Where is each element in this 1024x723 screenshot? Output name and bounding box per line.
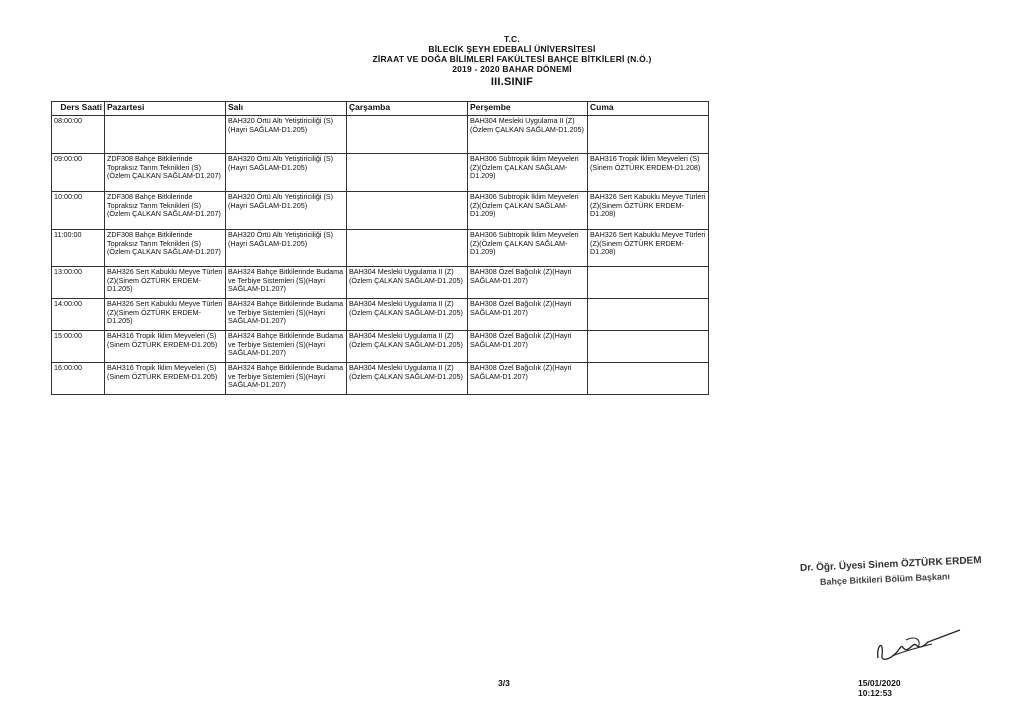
time-cell: 10:00:00 (52, 192, 105, 230)
course-cell (588, 267, 709, 299)
course-cell: BAH326 Sert Kabuklu Meyve Türleri (Z)(Sinem ÖZTÜRK ERDEM-D1.205) (105, 299, 226, 331)
print-date: 15/01/2020 (858, 678, 901, 688)
course-cell: BAH324 Bahçe Bitkilerinde Budama ve Terbiye Sistemleri (S)(Hayri SAĞLAM-D1.207) (226, 299, 347, 331)
header-term: 2019 - 2020 BAHAR DÖNEMİ (452, 64, 572, 74)
course-cell: BAH308 Özel Bağcılık (Z)(Hayri SAĞLAM-D1.207) (468, 331, 588, 363)
time-cell: 09:00:00 (52, 154, 105, 192)
document-header (0, 34, 1024, 89)
schedule-table (51, 101, 709, 395)
course-cell: BAH306 Subtropik İklim Meyveleri (Z)(Özlem ÇALKAN SAĞLAM-D1.209) (468, 192, 588, 230)
header-cell-monday: Pazartesi (105, 102, 226, 116)
course-cell (347, 116, 468, 154)
header-university: BİLECİK ŞEYH EDEBALİ ÜNİVERSİTESİ (428, 44, 596, 54)
table-header-row (52, 102, 709, 116)
header-faculty: ZİRAAT VE DOĞA BİLİMLERİ FAKÜLTESİ BAHÇE BİTKİLERİ (N.Ö.) (372, 54, 652, 64)
page-number: 3/3 (498, 678, 510, 688)
course-cell (588, 299, 709, 331)
time-cell: 11:00:00 (52, 230, 105, 267)
course-cell (588, 363, 709, 395)
course-cell: ZDF308 Bahçe Bitkilerinde Topraksız Tarım Teknikleri (S)(Özlem ÇALKAN SAĞLAM-D1.207) (105, 192, 226, 230)
time-cell: 15:00:00 (52, 331, 105, 363)
course-cell: BAH326 Sert Kabuklu Meyve Türleri (Z)(Sinem ÖZTÜRK ERDEM-D1.208) (588, 192, 709, 230)
course-cell: BAH304 Mesleki Uygulama II (Z)(Özlem ÇALKAN SAĞLAM-D1.205) (347, 363, 468, 395)
course-cell (588, 331, 709, 363)
header-cell-time: Ders Saati (52, 102, 105, 116)
print-timestamp (858, 678, 901, 698)
header-cell-friday: Cuma (588, 102, 709, 116)
signatory-name: Dr. Öğr. Üyesi Sinem ÖZTÜRK ERDEM (799, 555, 982, 574)
header-line-tc: T.C. (504, 34, 520, 44)
table-row (52, 363, 709, 395)
course-cell: BAH320 Örtü Altı Yetiştiriciliği (S)(Hayri SAĞLAM-D1.205) (226, 230, 347, 267)
course-cell: BAH304 Mesleki Uygulama II (Z)(Özlem ÇALKAN SAĞLAM-D1.205) (347, 331, 468, 363)
course-cell: BAH320 Örtü Altı Yetiştiriciliği (S)(Hayri SAĞLAM-D1.205) (226, 154, 347, 192)
course-cell: BAH306 Subtropik İklim Meyveleri (Z)(Özlem ÇALKAN SAĞLAM-D1.209) (468, 154, 588, 192)
header-cell-thursday: Perşembe (468, 102, 588, 116)
table-row (52, 154, 709, 192)
signatory-block (799, 555, 1010, 587)
course-cell: BAH308 Özel Bağcılık (Z)(Hayri SAĞLAM-D1.207) (468, 363, 588, 395)
time-cell: 08:00:00 (52, 116, 105, 154)
handwritten-signature (872, 626, 967, 666)
course-cell: BAH308 Özel Bağcılık (Z)(Hayri SAĞLAM-D1.207) (468, 299, 588, 331)
course-cell (347, 230, 468, 267)
course-cell: BAH320 Örtü Altı Yetiştiriciliği (S)(Hayri SAĞLAM-D1.205) (226, 192, 347, 230)
table-row (52, 230, 709, 267)
course-cell: BAH324 Bahçe Bitkilerinde Budama ve Terbiye Sistemleri (S)(Hayri SAĞLAM-D1.207) (226, 331, 347, 363)
course-cell: BAH326 Sert Kabuklu Meyve Türleri (Z)(Sinem ÖZTÜRK ERDEM-D1.205) (105, 267, 226, 299)
course-cell: BAH326 Sert Kabuklu Meyve Türleri (Z)(Sinem ÖZTÜRK ERDEM-D1.208) (588, 230, 709, 267)
header-cell-tuesday: Salı (226, 102, 347, 116)
table-row (52, 192, 709, 230)
header-cell-wednesday: Çarşamba (347, 102, 468, 116)
time-cell: 13:00:00 (52, 267, 105, 299)
table-row (52, 331, 709, 363)
table-row (52, 116, 709, 154)
course-cell (347, 192, 468, 230)
course-cell: BAH304 Mesleki Uygulama II (Z)(Özlem ÇALKAN SAĞLAM-D1.205) (347, 267, 468, 299)
course-cell: BAH316 Tropik İklim Meyveleri (S)(Sinem ÖZTÜRK ERDEM-D1.205) (105, 331, 226, 363)
course-cell (347, 154, 468, 192)
course-cell: ZDF308 Bahçe Bitkilerinde Topraksız Tarım Teknikleri (S)(Özlem ÇALKAN SAĞLAM-D1.207) (105, 230, 226, 267)
table-row (52, 267, 709, 299)
course-cell (588, 116, 709, 154)
course-cell: BAH316 Tropik İklim Meyveleri (S)(Sinem ÖZTÜRK ERDEM-D1.208) (588, 154, 709, 192)
course-cell: BAH304 Mesleki Uygulama II (Z)(Özlem ÇALKAN SAĞLAM-D1.205) (347, 299, 468, 331)
course-cell: BAH324 Bahçe Bitkilerinde Budama ve Terbiye Sistemleri (S)(Hayri SAĞLAM-D1.207) (226, 363, 347, 395)
course-cell: BAH306 Subtropik İklim Meyveleri (Z)(Özlem ÇALKAN SAĞLAM-D1.209) (468, 230, 588, 267)
course-cell: BAH304 Mesleki Uygulama II (Z)(Özlem ÇALKAN SAĞLAM-D1.205) (468, 116, 588, 154)
course-cell: ZDF308 Bahçe Bitkilerinde Topraksız Tarım Teknikleri (S)(Özlem ÇALKAN SAĞLAM-D1.207) (105, 154, 226, 192)
course-cell (105, 116, 226, 154)
course-cell: BAH308 Özel Bağcılık (Z)(Hayri SAĞLAM-D1.207) (468, 267, 588, 299)
time-cell: 14:00:00 (52, 299, 105, 331)
course-cell: BAH320 Örtü Altı Yetiştiriciliği (S)(Hayri SAĞLAM-D1.205) (226, 116, 347, 154)
course-cell: BAH316 Tropik İklim Meyveleri (S)(Sinem ÖZTÜRK ERDEM-D1.205) (105, 363, 226, 395)
table-row (52, 299, 709, 331)
time-cell: 16:00:00 (52, 363, 105, 395)
course-cell: BAH324 Bahçe Bitkilerinde Budama ve Terbiye Sistemleri (S)(Hayri SAĞLAM-D1.207) (226, 267, 347, 299)
signatory-title: Bahçe Bitkileri Bölüm Başkanı (819, 571, 951, 587)
header-class: III.SINIF (490, 76, 534, 88)
print-time: 10:12:53 (858, 688, 893, 698)
